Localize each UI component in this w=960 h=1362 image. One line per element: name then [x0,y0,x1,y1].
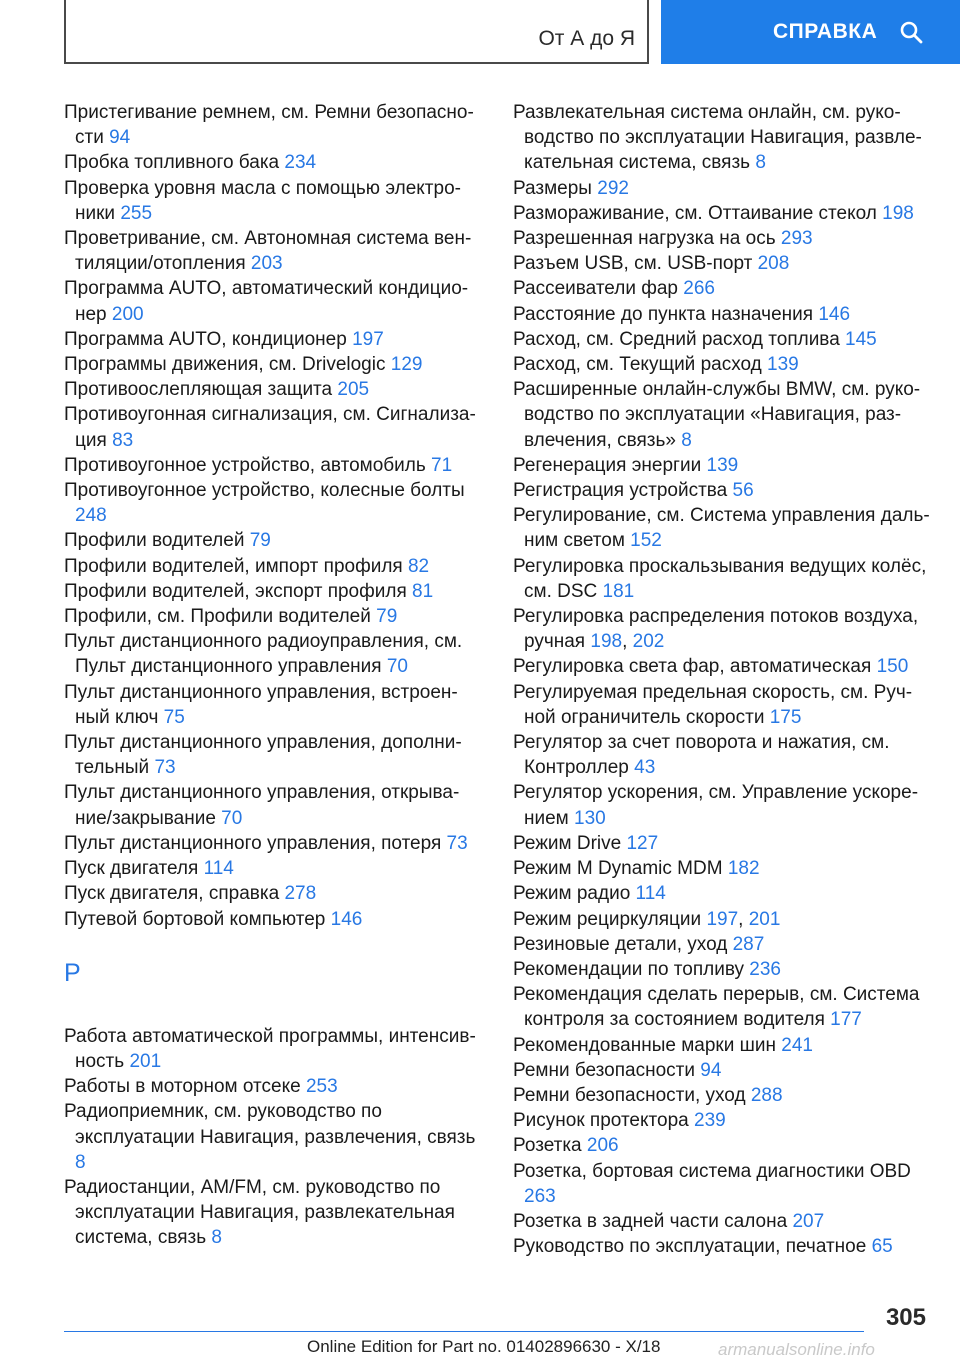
index-entry [513,1234,933,1259]
footer-divider [64,1331,864,1332]
index-entry [513,1209,933,1234]
index-entry-text: Розетка, бортовая система диагностики OBD [513,1160,911,1182]
tab-az-label[interactable]: От А до Я [538,27,635,50]
index-entry [64,780,484,830]
index-entry [513,176,933,201]
page-link[interactable]: 241 [781,1034,813,1056]
page-link[interactable]: 70 [386,656,408,678]
page-link[interactable]: 200 [111,303,144,325]
page-link[interactable]: 292 [597,177,629,199]
index-entry [513,251,933,276]
page-link[interactable]: 255 [120,202,153,224]
page-link[interactable]: 208 [757,253,790,275]
page-link[interactable]: 146 [330,908,363,930]
page-link[interactable]: 197 [706,908,739,930]
page-link[interactable]: 198 [590,631,623,653]
index-entry [513,1083,933,1108]
index-entry-text: Пульт дистанционного управления, дополнительный [64,732,462,779]
page-link[interactable]: 75 [163,706,185,728]
page-link[interactable]: 73 [154,757,176,779]
page-link[interactable]: 198 [882,202,914,224]
index-entry [513,327,933,352]
page-link[interactable]: 56 [732,480,754,502]
index-entry-text: Расстояние до пункта назначения [513,303,819,325]
index-entry [513,881,933,906]
index-entry [64,226,484,276]
index-entry [513,1133,933,1158]
header-tab-az[interactable] [64,0,649,64]
page-link[interactable]: 253 [305,1076,338,1098]
index-entry-text: Рекомендованные марки шин [513,1034,782,1056]
index-entries-right [513,100,933,1259]
index-entry-text: Противоугонное устройство, автомобиль [64,454,432,476]
index-entry-text: Профили водителей, импорт профиля [64,555,408,577]
index-entry [513,1058,933,1083]
page-link[interactable]: 146 [818,303,851,325]
index-entry [513,226,933,251]
index-entry-text: Пульт дистанционного управления, встроенный ключ [64,681,458,728]
page-link[interactable]: 65 [871,1236,893,1258]
index-entry [513,276,933,301]
page-link[interactable]: 207 [792,1210,825,1232]
index-entry [64,352,484,377]
index-entry-text: Путевой бортовой компьютер [64,908,331,930]
index-entry [64,907,484,932]
index-entry-text: Размеры [513,177,598,199]
index-entries-after [64,1024,484,1251]
index-entry [513,1033,933,1058]
index-entry [513,1159,933,1209]
index-entry-text: Программа AUTO, кондиционер [64,328,353,350]
page-link[interactable]: 139 [767,354,799,376]
index-entry-text: Рисунок протектора [513,1110,694,1132]
index-entry-text: Пульт дистанционного радиоуправления, см. Пульт дистанционного управления [64,631,463,678]
footer-edition-text: Online Edition for Part no. 01402896630 - X/18 [307,1337,661,1356]
index-entry [513,302,933,327]
index-column-right [513,100,933,1259]
page-link[interactable]: 73 [446,832,468,854]
index-entry-text: Регулировка света фар, автоматическая [513,656,877,678]
index-entry-text: Пробка топливного бака [64,152,285,174]
page-link[interactable]: 79 [376,606,398,628]
index-entry [513,856,933,881]
index-entry-text: Регулятор ускорения, см. Управление ускорением [513,782,919,829]
index-entry [64,150,484,175]
index-entry [513,730,933,780]
index-entry [513,377,933,453]
index-entry [513,957,933,982]
page-link[interactable]: 8 [755,152,766,174]
page-link[interactable]: 248 [75,505,107,527]
index-entry-text: Регулируемая предельная скорость, см. Ручной ограничитель скорости [513,681,913,728]
index-entry [64,856,484,881]
index-entry-text: Режим рециркуляции [513,908,707,930]
index-entry-text: Режим Drive [513,832,627,854]
page-link[interactable]: 114 [203,858,234,880]
page-link[interactable]: 8 [75,1151,86,1173]
index-entry-text: Радиоприемник, см. руководство по эксплуатации Навигация, развлечения, связь [64,1101,476,1148]
index-entry-text: Противоугонная сигнализация, см. Сигнализация [64,404,476,451]
index-entry-text: Профили, см. Профили водителей [64,606,377,628]
index-entry: Режим рециркуляции 197, 201 [513,908,781,930]
index-entries-before [64,100,484,932]
page-link[interactable]: 43 [634,757,656,779]
page-link[interactable]: 288 [750,1084,783,1106]
index-entry-text: Регенерация энергии [513,454,707,476]
index-entry: Регулировка распределения потоков воздуха, ручная 198, 202 [513,606,919,653]
index-entry [64,453,484,478]
page-link[interactable]: 236 [749,958,781,980]
page-link[interactable]: 114 [635,883,666,905]
index-entry-text: Регулировка проскальзывания ведущих колёс, см. DSC [513,555,927,602]
index-entry-text: Программы движения, см. Drivelogic [64,354,391,376]
page-link[interactable]: 94 [700,1059,722,1081]
index-entry [513,201,933,226]
page-link[interactable]: 177 [830,1009,862,1031]
page-link[interactable]: 206 [586,1135,619,1157]
page-link[interactable]: 181 [602,580,635,602]
index-entry [64,1024,484,1074]
index-entry [64,1074,484,1099]
page-link[interactable]: 81 [412,580,434,602]
search-icon [899,20,923,44]
index-entry-text: Размораживание, см. Оттаивание стекол [513,202,883,224]
index-entry-text: Рекомендация сделать перерыв, см. Система контроля за состоянием водителя [513,984,920,1031]
index-entry-text: Радиостанции, AM/FM, см. руководство по эксплуатации Навигация, развлекательная система, связь [64,1176,455,1249]
page-link[interactable]: 150 [876,656,909,678]
index-entry [513,100,933,176]
page-link[interactable]: 82 [407,555,430,577]
index-entry-text: Ремни безопасности, уход [513,1084,751,1106]
index-entry-text: Профили водителей [64,530,250,552]
section-letter: Р [64,958,81,987]
index-entry-text: Расширенные онлайн-службы BMW, см. руководство по эксплуатации «Навигация, развлечения, связь» [513,379,921,451]
index-column-left [64,100,484,1251]
page-link[interactable]: 197 [352,328,384,350]
page-link[interactable]: 129 [390,354,423,376]
page-link[interactable]: 203 [250,253,283,275]
page-link[interactable]: 83 [112,429,134,451]
index-entry [64,881,484,906]
index-entry-text: Пуск двигателя [64,858,204,880]
index-entry [64,629,484,679]
page-link[interactable]: 266 [683,278,715,300]
index-entry-text: Ремни безопасности [513,1059,701,1081]
index-entry [513,982,933,1032]
index-entry-text: Работа автоматической программы, интенсивность [64,1025,476,1072]
watermark: armanualsonline.info [718,1340,875,1359]
page-link[interactable]: 8 [681,429,692,451]
index-entry-text: Расход, см. Средний расход топлива [513,328,846,350]
index-entry [513,503,933,553]
index-entry-text: Руководство по эксплуатации, печатное [513,1236,872,1258]
page-number: 305 [885,1304,926,1331]
index-entry [64,1175,484,1251]
page-link[interactable]: 127 [626,832,659,854]
page-link[interactable]: 94 [109,127,131,149]
index-entry-text: Рекомендации по топливу [513,958,750,980]
index-entry-text: Разъем USB, см. USB-порт [513,253,758,275]
page-link[interactable]: 70 [221,807,243,829]
index-entry [64,327,484,352]
index-entry [64,730,484,780]
index-entry-text: Противоугонное устройство, колесные болты [64,480,465,502]
index-entry-text: Розетка [513,1135,587,1157]
index-entry-text: Разрешенная нагрузка на ось [513,228,781,250]
index-entry [64,276,484,326]
index-entry-text: Работы в моторном отсеке [64,1076,306,1098]
help-button[interactable] [661,0,960,64]
help-label: СПРАВКА [773,20,878,43]
index-entry [513,780,933,830]
page-link[interactable]: 79 [249,530,271,552]
page-link[interactable]: 130 [574,807,606,829]
page-link[interactable]: 182 [727,858,760,880]
index-entry [513,654,933,679]
index-entry-text: Пульт дистанционного управления, потеря [64,832,447,854]
index-entry [513,453,933,478]
index-entry-text: Режим радио [513,883,636,905]
index-entry-text: Регулировка распределения потоков воздуха, ручная [513,606,919,653]
index-entry [513,831,933,856]
page-link[interactable]: 278 [284,883,317,905]
index-entry-text: Резиновые детали, уход [513,933,733,955]
index-entry-text: Пуск двигателя, справка [64,883,285,905]
index-entry [513,680,933,730]
index-entry-text: Регулятор за счет поворота и нажатия, см. Контроллер [513,732,890,779]
index-entry-text: Проверка уровня масла с помощью электроники [64,177,461,224]
page-link[interactable]: 293 [780,228,813,250]
index-entry [513,1108,933,1133]
index-entry-text: Пульт дистанционного управления, открывание/закрывание [64,782,460,829]
page-link[interactable]: 145 [845,328,877,350]
page-link[interactable]: 234 [284,152,317,174]
page-link[interactable]: 71 [431,454,453,476]
page-link[interactable]: 8 [211,1227,222,1249]
index-entry [64,831,484,856]
index-entry [64,100,484,150]
index-entry-text: Регистрация устройства [513,480,733,502]
index-entry [64,402,484,452]
index-entry [513,352,933,377]
page-link[interactable]: 202 [632,631,665,653]
page-link[interactable]: 175 [769,706,802,728]
page-link[interactable]: 201 [748,908,781,930]
index-entry-text: Развлекательная система онлайн, см. руководство по эксплуатации Навигация, развлекательная система, связь [513,102,922,174]
index-entry [64,176,484,226]
page-link[interactable]: 139 [706,454,739,476]
index-entry [64,680,484,730]
page-link[interactable]: 152 [630,530,662,552]
index-entry [64,478,484,528]
index-entry-text: Противоослепляющая защита [64,379,338,401]
page-link[interactable]: 239 [694,1110,726,1132]
page-link[interactable]: 287 [732,933,765,955]
page-link[interactable]: 263 [524,1185,556,1207]
index-entry-text: Регулирование, см. Система управления дальним светом [513,505,930,552]
index-entry [64,377,484,402]
page-link[interactable]: 205 [337,379,370,401]
page-link[interactable]: 201 [129,1050,162,1072]
index-entry-text: Расход, см. Текущий расход [513,354,768,376]
index-entry [64,579,484,604]
index-entry-text: Пристегивание ремнем, см. Ремни безопасности [64,102,474,149]
index-entry [513,554,933,604]
index-entry [513,478,933,503]
index-entry [64,604,484,629]
index-entry-text: Режим M Dynamic MDM [513,858,728,880]
index-entry [513,932,933,957]
index-entry [64,528,484,553]
index-entry-text: Рассеиватели фар [513,278,684,300]
index-entry-text: Программа AUTO, автоматический кондиционер [64,278,469,325]
index-entry [64,1099,484,1175]
index-entry-text: Профили водителей, экспорт профиля [64,580,413,602]
index-entry-text: Проветривание, см. Автономная система вентиляции/отопления [64,228,472,275]
index-entry [64,554,484,579]
index-entry-text: Розетка в задней части салона [513,1210,793,1232]
